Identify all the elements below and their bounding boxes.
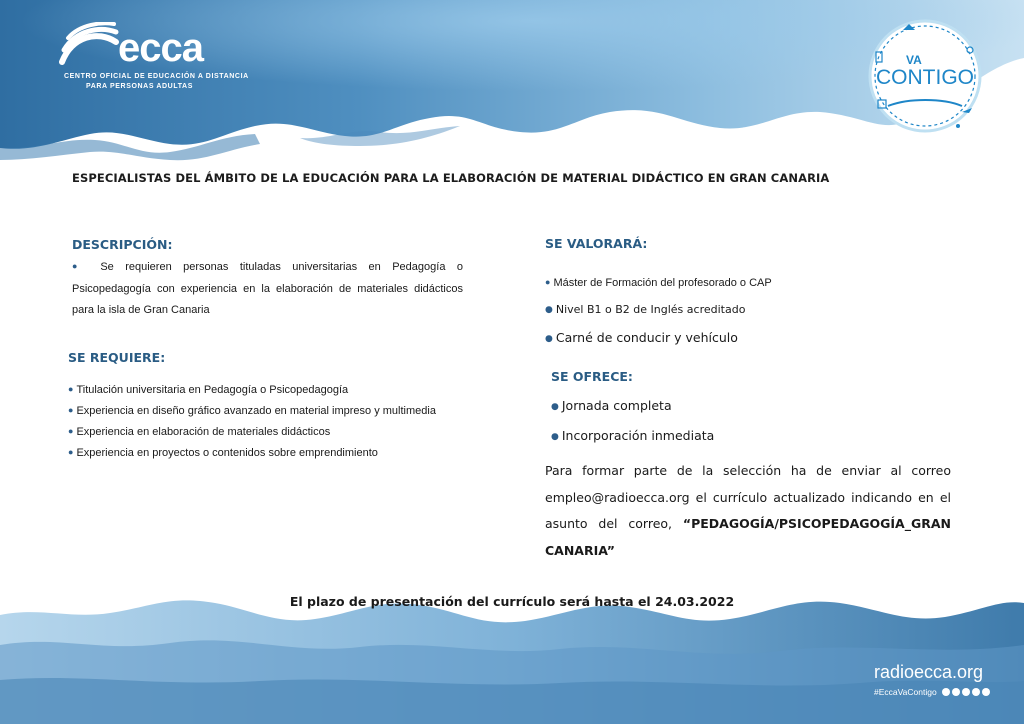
bullet-icon: ●	[68, 447, 74, 457]
ecca-logo-word: ecca	[118, 26, 203, 70]
bullet-icon: ●	[551, 432, 559, 442]
page-title: ESPECIALISTAS DEL ÁMBITO DE LA EDUCACIÓN PARA LA ELABORACIÓN DE MATERIAL DIDÁCTICO EN GRAN CANARIA	[72, 171, 830, 185]
va-contigo-badge	[858, 14, 993, 139]
application-text: Para formar parte de la selección ha de enviar al correo empleo@radioecca.org el currículo actualizado indicando en el asunto del correo,	[545, 463, 951, 531]
application-instructions	[545, 458, 951, 564]
youtube-icon[interactable]	[962, 688, 970, 696]
ofrece-heading: SE OFRECE:	[551, 369, 633, 384]
list-item: ● Experiencia en elaboración de materiales didácticos	[68, 426, 331, 438]
website-link[interactable]: radioecca.org	[874, 662, 984, 682]
bullet-icon: ●	[545, 305, 553, 315]
descripcion-heading: DESCRIPCIÓN:	[72, 237, 173, 252]
linkedin-icon[interactable]	[972, 688, 980, 696]
valorara-item: ● Máster de Formación del profesorado o CAP	[545, 277, 772, 289]
bullet-icon: ●	[545, 277, 551, 287]
valorara-item: ● Carné de conducir y vehículo	[545, 330, 738, 345]
valorara-item: ● Nivel B1 o B2 de Inglés acreditado	[545, 303, 746, 316]
ofrece-item: ● Jornada completa	[551, 398, 672, 413]
bullet-icon: ●	[68, 384, 74, 394]
requiere-heading: SE REQUIERE:	[68, 350, 166, 365]
requiere-list	[68, 380, 463, 464]
bullet-icon: ●	[72, 261, 86, 271]
logo-subtitle-line1: CENTRO OFICIAL DE EDUCACIÓN A DISTANCIA	[64, 73, 249, 80]
list-item: ● Titulación universitaria en Pedagogía o Psicopedagogía	[68, 384, 349, 396]
ofrece-item: ● Incorporación inmediata	[551, 428, 715, 443]
email-subject: “PEDAGOGÍA/PSICOPEDAGOGÍA_GRAN CANARIA”	[545, 516, 951, 558]
bullet-icon: ●	[68, 426, 74, 436]
hashtag-text: #EccaVaContigo	[874, 687, 937, 697]
facebook-icon[interactable]	[942, 688, 950, 696]
descripcion-text: Se requieren personas tituladas universitarias en Pedagogía o Psicopedagogía con experiencia en la elaboración de materiales didácticos para la isla de Gran Canaria	[72, 261, 464, 316]
bullet-icon: ●	[68, 405, 74, 415]
bullet-icon: ●	[551, 402, 559, 412]
deadline-notice: El plazo de presentación del currículo será hasta el 24.03.2022	[289, 594, 735, 609]
list-item: ● Experiencia en diseño gráfico avanzado en material impreso y multimedia	[68, 405, 436, 417]
valorara-heading: SE VALORARÁ:	[545, 236, 648, 251]
badge-contigo-text: CONTIGO	[876, 66, 974, 89]
ecca-waves-icon	[58, 22, 120, 66]
twitter-icon[interactable]	[952, 688, 960, 696]
bullet-icon: ●	[545, 334, 553, 344]
instagram-icon[interactable]	[982, 688, 990, 696]
logo-subtitle-line2: PARA PERSONAS ADULTAS	[86, 83, 193, 90]
descripcion-paragraph	[72, 257, 463, 322]
list-item: ● Experiencia en proyectos o contenidos sobre emprendimiento	[68, 447, 378, 459]
badge-va-text: VA	[906, 53, 922, 67]
